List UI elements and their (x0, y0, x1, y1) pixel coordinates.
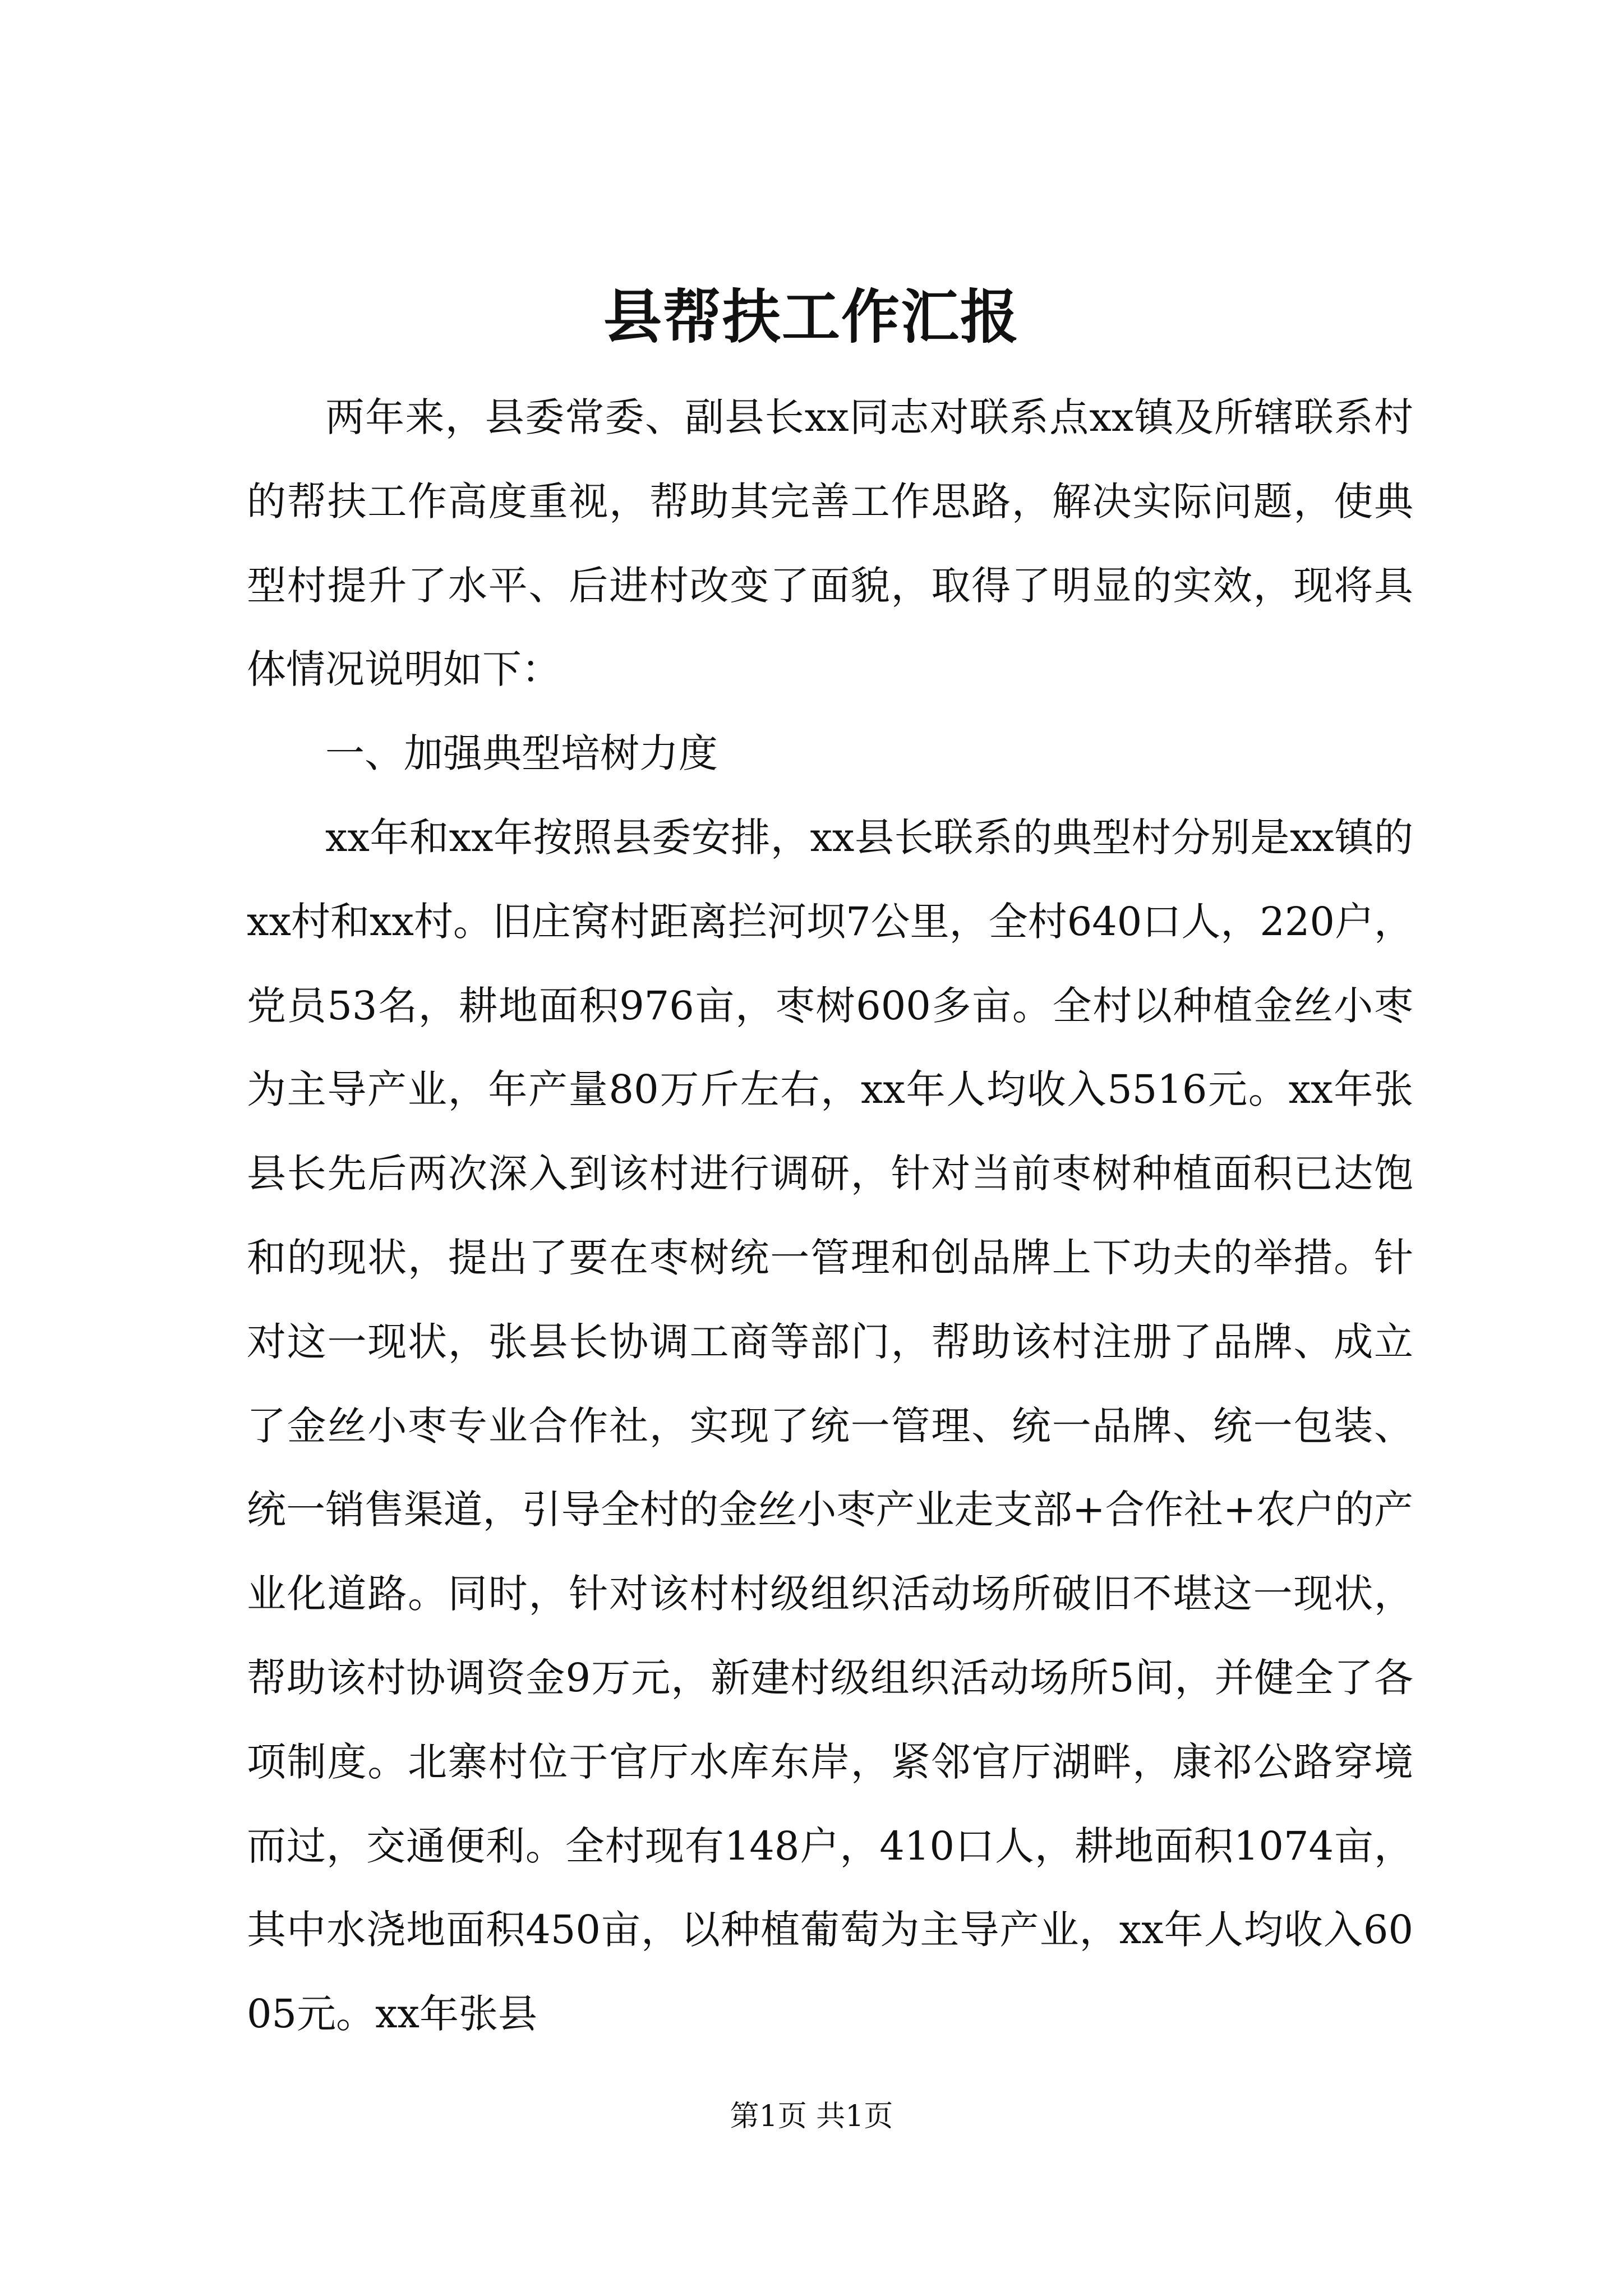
document-body (247, 376, 1413, 2056)
section-heading: 一、加强典型培树力度 (325, 730, 718, 777)
paragraph-intro: 两年来，县委常委、副县长xx同志对联系点xx镇及所辖联系村的帮扶工作高度重视，帮助其完善工作思路，解决实际问题，使典型村提升了水平、后进村改变了面貌，取得了明显的实效，现将具体情况说明如下： (247, 394, 1413, 693)
document-title: 县帮扶工作汇报 (603, 282, 1020, 351)
page-footer: 第1页 共1页 (730, 2100, 893, 2133)
paragraph-main: xx年和xx年按照县委安排，xx县长联系的典型村分别是xx镇的xx村和xx村。旧庄窝村距离拦河坝7公里，全村640口人，220户，党员53名，耕地面积976亩，枣树600多亩。全村以种植金丝小枣为主导产业，年产量80万斤左右，xx年人均收入5516元。xx年张县长先后两次深入到该村进行调研，针对当前枣树种植面积已达饱和的现状，提出了要在枣树统一管理和创品牌上下功夫的举措。针对这一现状，张县长协调工商等部门，帮助该村注册了品牌、成立了金丝小枣专业合作社，实现了统一管理、统一品牌、统一包装、统一销售渠道，引导全村的金丝小枣产业走支部+合作社+农户的产业化道路。同时，针对该村村级组织活动场所破旧不堪这一现状，帮助该村协调资金9万元，新建村级组织活动场所5间，并健全了各项制度。北寨村位于官厅水库东岸，紧邻官厅湖畔，康祁公路穿境而过，交通便利。全村现有148户，410口人，耕地面积1074亩，其中水浇地面积450亩，以种植葡萄为主导产业，xx年人均收入6005元。xx年张县 (247, 814, 1413, 2037)
